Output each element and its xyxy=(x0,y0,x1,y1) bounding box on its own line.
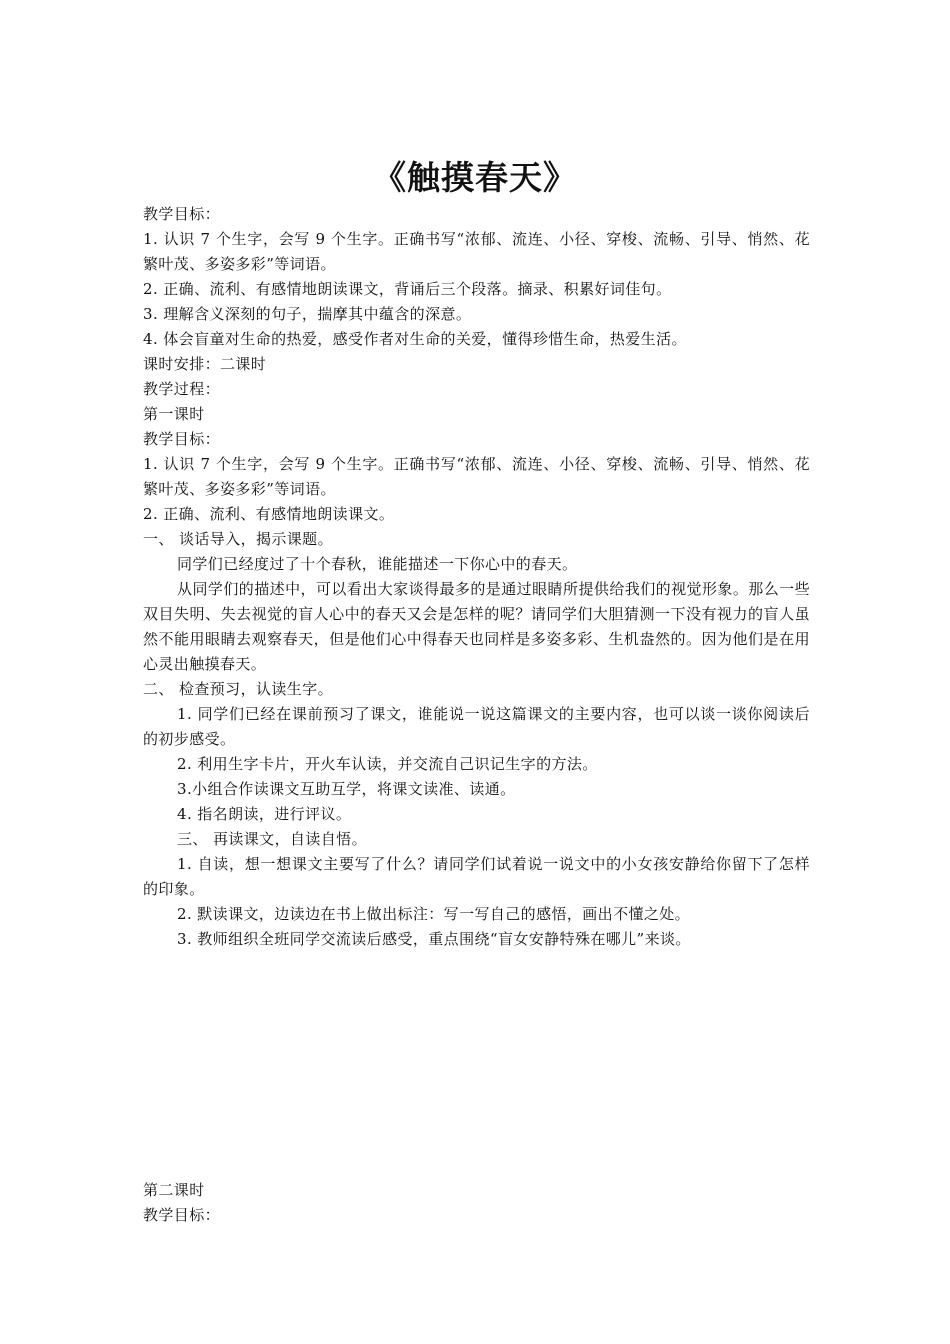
section-one-para-1: 同学们已经度过了十个春秋，谁能描述一下你心中的春天。 xyxy=(177,555,578,573)
lesson-schedule: 课时安排：二课时 xyxy=(143,355,267,373)
teaching-process-heading: 教学过程： xyxy=(143,380,221,398)
goal-item-1: 1. 认识 7 个生字，会写 9 个生字。正确书写“浓郁、流连、小径、穿梭、流畅、引导、悄然、花繁叶茂、多姿多彩”等词语。 xyxy=(143,230,810,273)
section-two-heading: 二、 检查预习，认读生字。 xyxy=(143,680,333,698)
document-body xyxy=(143,202,810,1228)
section-three-item-1: 1. 自读，想一想课文主要写了什么？请同学们试着说一说文中的小女孩安静给你留下了怎样的印象。 xyxy=(143,855,810,898)
goal-item-2: 2. 正确、流利、有感情地朗读课文，背诵后三个段落。摘录、积累好词佳句。 xyxy=(143,280,672,298)
first-lesson-goal-1: 1. 认识 7 个生字，会写 9 个生字。正确书写“浓郁、流连、小径、穿梭、流畅、引导、悄然、花繁叶茂、多姿多彩”等词语。 xyxy=(143,455,810,498)
first-lesson-goal-2: 2. 正确、流利、有感情地朗读课文。 xyxy=(143,505,395,523)
second-lesson-goals-heading: 教学目标： xyxy=(143,1206,221,1224)
goal-item-4: 4. 体会盲童对生命的热爱，感受作者对生命的关爱，懂得珍惜生命，热爱生活。 xyxy=(143,330,687,348)
page-gap xyxy=(143,952,810,1178)
section-two-item-3: 3.小组合作读课文互助互学，将课文读准、读通。 xyxy=(177,780,516,798)
section-two-item-1: 1. 同学们已经在课前预习了课文，谁能说一说这篇课文的主要内容，也可以谈一谈你阅读后的初步感受。 xyxy=(143,705,810,748)
teaching-goals-heading: 教学目标： xyxy=(143,205,221,223)
document-title: 《触摸春天》 xyxy=(373,158,577,197)
section-one-para-2: 从同学们的描述中，可以看出大家谈得最多的是通过眼睛所提供给我们的视觉形象。那么一些双目失明、失去视觉的盲人心中的春天又会是怎样的呢？请同学们大胆猜测一下没有视力的盲人虽然不能用眼睛去观察春天，但是他们心中得春天也同样是多姿多彩、生机盎然的。因为他们是在用心灵出触摸春天。 xyxy=(143,580,810,673)
section-two-item-4: 4. 指名朗读，进行评议。 xyxy=(177,805,352,823)
section-three-item-2: 2. 默读课文，边读边在书上做出标注：写一写自己的感悟，画出不懂之处。 xyxy=(177,905,691,923)
section-three-item-3: 3. 教师组织全班同学交流读后感受，重点围绕“盲女安静特殊在哪儿”来谈。 xyxy=(177,930,691,948)
section-two-item-2: 2. 利用生字卡片，开火车认读，并交流自己识记生字的方法。 xyxy=(177,755,598,773)
section-three-heading: 三、 再读课文，自读自悟。 xyxy=(177,830,367,848)
second-lesson-heading: 第二课时 xyxy=(143,1181,205,1199)
section-one-heading: 一、 谈话导入，揭示课题。 xyxy=(143,530,333,548)
goal-item-3: 3. 理解含义深刻的句子，揣摩其中蕴含的深意。 xyxy=(143,305,472,323)
first-lesson-heading: 第一课时 xyxy=(143,405,205,423)
first-lesson-goals-heading: 教学目标： xyxy=(143,430,221,448)
